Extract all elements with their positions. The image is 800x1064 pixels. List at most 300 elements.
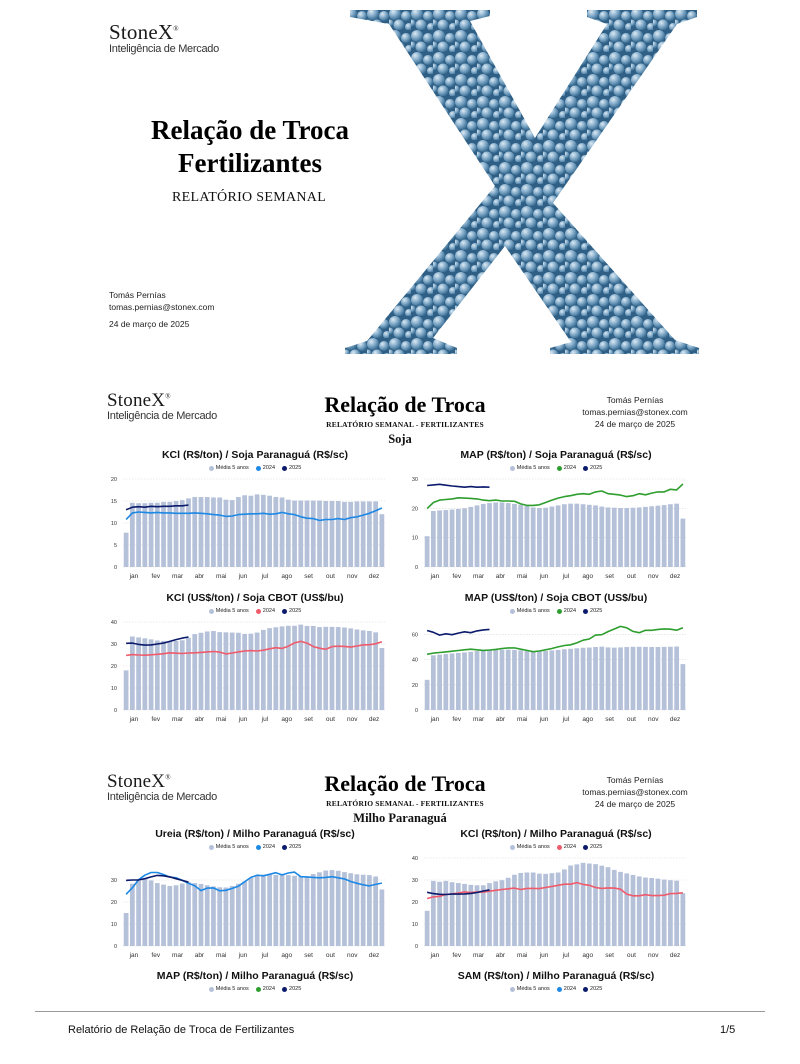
bar-avg-5yr (556, 650, 561, 710)
bar-avg-5yr (587, 648, 592, 710)
bar-avg-5yr (581, 648, 586, 710)
bar-avg-5yr (224, 632, 229, 710)
bar-avg-5yr (367, 501, 372, 567)
author-name: Tomás Pernías (606, 775, 664, 785)
series-line-2025 (126, 875, 188, 882)
y-tick-label: 40 (411, 856, 418, 862)
author-name: Tomás Pernías (109, 290, 166, 300)
x-tick-label: dez (368, 573, 380, 580)
bar-avg-5yr (305, 501, 310, 567)
bar-avg-5yr (186, 498, 191, 567)
bar-avg-5yr (305, 876, 310, 946)
bar-avg-5yr (574, 648, 579, 710)
x-tick-label: jan (129, 716, 139, 723)
bar-avg-5yr (637, 507, 642, 567)
bar-avg-5yr (280, 874, 285, 946)
bar-avg-5yr (174, 501, 179, 567)
bar-avg-5yr (280, 626, 285, 710)
cover-title-line1: Relação de Troca (151, 115, 349, 145)
x-tick-label: jun (238, 952, 248, 959)
x-tick-label: jun (539, 573, 549, 580)
bar-avg-5yr (161, 641, 166, 710)
chart-plot (105, 614, 395, 726)
bar-avg-5yr (292, 626, 297, 710)
bar-avg-5yr (537, 874, 542, 946)
bar-avg-5yr (468, 507, 473, 567)
x-tick-label: set (304, 573, 313, 580)
y-tick-label: 30 (411, 878, 418, 884)
bar-avg-5yr (355, 501, 360, 567)
brand-name: StoneX® (109, 20, 179, 44)
y-tick-label: 20 (110, 477, 117, 483)
y-tick-label: 20 (110, 664, 117, 670)
x-tick-label: jan (430, 573, 440, 580)
series-line-2025 (427, 629, 489, 635)
bar-avg-5yr (249, 634, 254, 710)
bar-avg-5yr (656, 647, 661, 710)
x-tick-label: jul (261, 573, 269, 580)
bar-avg-5yr (674, 647, 679, 710)
bar-avg-5yr (336, 871, 341, 946)
bar-avg-5yr (236, 633, 241, 710)
bar-avg-5yr (161, 502, 166, 567)
x-tick-label: jun (238, 716, 248, 723)
legend-item-2024: 2024 (557, 608, 576, 614)
bar-avg-5yr (662, 647, 667, 710)
bar-avg-5yr (180, 640, 185, 710)
bar-avg-5yr (180, 884, 185, 946)
bar-avg-5yr (311, 501, 316, 567)
x-tick-label: mai (216, 716, 227, 723)
brand-tagline: Inteligência de Mercado (107, 410, 217, 422)
bar-avg-5yr (562, 869, 567, 946)
bar-avg-5yr (161, 885, 166, 946)
cover-logo (109, 20, 219, 55)
bar-avg-5yr (475, 651, 480, 710)
bar-avg-5yr (462, 652, 467, 710)
bar-avg-5yr (199, 633, 204, 710)
bar-avg-5yr (662, 880, 667, 946)
bar-avg-5yr (606, 507, 611, 567)
bar-avg-5yr (587, 864, 592, 947)
bar-avg-5yr (618, 508, 623, 567)
bar-avg-5yr (330, 870, 335, 946)
bar-avg-5yr (136, 637, 141, 710)
x-tick-label: fev (452, 573, 462, 580)
bar-avg-5yr (130, 637, 135, 710)
x-tick-label: mar (472, 573, 485, 580)
x-tick-label: dez (368, 952, 380, 959)
report-date: 24 de março de 2025 (594, 419, 676, 429)
bar-avg-5yr (450, 653, 455, 710)
bar-avg-5yr (612, 648, 617, 710)
bar-avg-5yr (443, 881, 448, 946)
bar-avg-5yr (574, 504, 579, 567)
bar-avg-5yr (267, 496, 272, 567)
bar-avg-5yr (618, 647, 623, 710)
bar-avg-5yr (323, 627, 328, 710)
bar-avg-5yr (493, 502, 498, 567)
bar-avg-5yr (637, 876, 642, 946)
bar-avg-5yr (249, 496, 254, 567)
x-tick-label: jul (562, 716, 570, 723)
x-tick-label: out (626, 716, 636, 723)
bar-avg-5yr (330, 627, 335, 710)
bar-avg-5yr (348, 628, 353, 710)
bar-avg-5yr (568, 865, 573, 946)
bar-avg-5yr (211, 497, 216, 567)
x-tick-label: abr (194, 573, 205, 580)
bar-avg-5yr (475, 505, 480, 567)
x-tick-label: mar (171, 716, 184, 723)
x-tick-label: jul (562, 952, 570, 959)
bar-avg-5yr (355, 874, 360, 946)
page2-subtitle: RELATÓRIO SEMANAL - FERTILIZANTES (326, 799, 484, 808)
bar-avg-5yr (512, 504, 517, 567)
x-tick-label: set (605, 573, 614, 580)
y-tick-label: 20 (411, 506, 418, 513)
y-tick-label: 10 (110, 521, 117, 527)
bar-avg-5yr (298, 876, 303, 946)
x-tick-label: abr (495, 573, 506, 580)
x-tick-label: mar (472, 952, 485, 959)
legend-item-2025: 2025 (282, 465, 301, 471)
bar-avg-5yr (518, 650, 523, 710)
footer-title: Relatório de Relação de Troca de Fertilizantes (68, 1024, 295, 1036)
y-tick-label: 0 (113, 708, 117, 714)
x-tick-label: nov (347, 716, 358, 723)
bar-avg-5yr (456, 653, 461, 710)
bar-avg-5yr (500, 650, 505, 710)
bar-avg-5yr (261, 630, 266, 710)
legend-item-2025: 2025 (583, 608, 602, 614)
page1-logo (107, 390, 217, 422)
bar-avg-5yr (643, 507, 648, 567)
bar-avg-5yr (656, 506, 661, 567)
bar-avg-5yr (587, 505, 592, 567)
legend-item-avg: Média 5 anos (209, 608, 249, 614)
bar-avg-5yr (599, 647, 604, 710)
legend-item-2025: 2025 (282, 608, 301, 614)
bar-avg-5yr (380, 514, 385, 567)
bar-avg-5yr (481, 885, 486, 946)
bar-avg-5yr (525, 873, 530, 946)
bar-avg-5yr (612, 870, 617, 946)
x-tick-label: nov (648, 573, 659, 580)
chart-plot (406, 614, 696, 726)
cover-date: 24 de março de 2025 (109, 319, 190, 329)
bar-avg-5yr (581, 504, 586, 567)
x-tick-label: set (304, 716, 313, 723)
cover-author (109, 289, 214, 330)
legend-item-2024: 2024 (256, 844, 275, 850)
bar-avg-5yr (224, 887, 229, 946)
x-tick-label: fev (151, 952, 161, 959)
footer-divider (35, 1011, 765, 1012)
page2-author (580, 774, 690, 810)
bar-avg-5yr (230, 500, 235, 567)
bar-avg-5yr (562, 649, 567, 710)
bar-avg-5yr (373, 876, 378, 946)
bar-avg-5yr (593, 864, 598, 946)
x-tick-label: jul (562, 573, 570, 580)
chart-title: MAP (US$/ton) / Soja CBOT (US$/bu) (464, 592, 648, 604)
bar-avg-5yr (599, 507, 604, 567)
bar-avg-5yr (537, 508, 542, 567)
bar-avg-5yr (674, 504, 679, 567)
bar-avg-5yr (668, 880, 673, 946)
chart-plot (105, 850, 395, 962)
bar-avg-5yr (311, 626, 316, 710)
bar-avg-5yr (192, 497, 197, 567)
y-tick-label: 60 (411, 632, 418, 639)
bar-avg-5yr (261, 875, 266, 946)
bar-avg-5yr (348, 502, 353, 567)
y-tick-label: 0 (414, 708, 418, 714)
bar-avg-5yr (286, 875, 291, 946)
x-tick-label: abr (495, 716, 506, 723)
page2-logo (107, 771, 217, 803)
bar-avg-5yr (192, 634, 197, 710)
bar-avg-5yr (662, 505, 667, 567)
bar-avg-5yr (649, 506, 654, 567)
bar-avg-5yr (317, 872, 322, 946)
bar-avg-5yr (136, 881, 141, 946)
x-tick-label: nov (347, 573, 358, 580)
bar-avg-5yr (437, 510, 442, 567)
bar-avg-5yr (568, 504, 573, 567)
y-tick-label: 20 (411, 682, 418, 689)
bar-avg-5yr (174, 641, 179, 710)
bar-avg-5yr (298, 625, 303, 710)
bar-avg-5yr (305, 626, 310, 710)
bar-avg-5yr (450, 882, 455, 946)
bar-avg-5yr (180, 500, 185, 567)
x-tick-label: dez (669, 952, 681, 959)
bar-avg-5yr (323, 501, 328, 567)
bar-avg-5yr (142, 879, 147, 946)
x-tick-label: abr (495, 952, 506, 959)
x-tick-label: jun (238, 573, 248, 580)
legend-item-2024: 2024 (256, 608, 275, 614)
x-tick-label: ago (582, 716, 594, 723)
bar-avg-5yr (174, 885, 179, 946)
bar-avg-5yr (242, 882, 247, 946)
page2-section: Milho Paranaguá (353, 811, 447, 825)
bar-avg-5yr (149, 639, 154, 710)
page1-subtitle: RELATÓRIO SEMANAL - FERTILIZANTES (326, 420, 484, 429)
x-tick-label: fev (151, 573, 161, 580)
bar-avg-5yr (355, 629, 360, 710)
bar-avg-5yr (267, 875, 272, 946)
y-tick-label: 30 (110, 642, 117, 648)
bar-avg-5yr (624, 647, 629, 710)
bar-avg-5yr (255, 875, 260, 946)
bar-avg-5yr (286, 500, 291, 567)
chart-plot (406, 850, 696, 962)
bar-avg-5yr (199, 497, 204, 567)
bar-avg-5yr (267, 628, 272, 710)
bar-avg-5yr (450, 510, 455, 567)
chart-plot (406, 471, 696, 583)
author-name: Tomás Pernías (606, 395, 664, 405)
y-tick-label: 30 (110, 878, 117, 884)
brand-tagline: Inteligência de Mercado (109, 43, 219, 55)
bar-avg-5yr (242, 495, 247, 567)
bar-avg-5yr (487, 650, 492, 710)
bar-avg-5yr (525, 651, 530, 710)
bar-avg-5yr (668, 504, 673, 567)
bar-avg-5yr (468, 652, 473, 710)
bar-avg-5yr (230, 633, 235, 710)
chart-title: KCl (R$/ton) / Soja Paranaguá (R$/sc) (161, 449, 349, 461)
bar-avg-5yr (643, 647, 648, 710)
bar-avg-5yr (211, 886, 216, 946)
y-tick-label: 20 (411, 900, 418, 906)
bar-avg-5yr (581, 863, 586, 946)
x-tick-label: dez (669, 573, 681, 580)
legend-item-2025: 2025 (282, 986, 301, 992)
bar-avg-5yr (217, 632, 222, 710)
legend-item-2025: 2025 (583, 844, 602, 850)
bar-avg-5yr (167, 886, 172, 946)
author-email: tomas.pernias@stonex.com (109, 302, 215, 312)
bar-avg-5yr (437, 655, 442, 710)
x-tick-label: ago (582, 573, 594, 580)
x-tick-label: abr (194, 952, 205, 959)
bar-avg-5yr (380, 889, 385, 946)
chart-kcl-soja-cbot (105, 592, 405, 731)
chart-sam-milho (406, 970, 706, 992)
bar-avg-5yr (167, 641, 172, 710)
bar-avg-5yr (574, 864, 579, 946)
y-tick-label: 0 (414, 944, 418, 950)
x-tick-label: nov (347, 952, 358, 959)
y-tick-label: 0 (113, 565, 117, 571)
brand-tagline: Inteligência de Mercado (107, 791, 217, 803)
x-tick-label: ago (281, 716, 293, 723)
bar-avg-5yr (674, 881, 679, 946)
bar-avg-5yr (593, 647, 598, 710)
bar-avg-5yr (562, 504, 567, 567)
x-tick-label: jan (129, 573, 139, 580)
legend-item-2025: 2025 (583, 465, 602, 471)
y-tick-label: 40 (411, 657, 418, 664)
bar-avg-5yr (512, 875, 517, 946)
legend-item-2024: 2024 (256, 986, 275, 992)
cover-title-line2: Fertilizantes (178, 148, 322, 178)
y-tick-label: 0 (414, 565, 418, 571)
bar-avg-5yr (550, 873, 555, 946)
chart-legend (105, 986, 405, 992)
chart-map-soja-paranagua (406, 449, 706, 588)
legend-item-avg: Média 5 anos (209, 986, 249, 992)
bar-avg-5yr (142, 638, 147, 710)
y-tick-label: 30 (411, 477, 418, 483)
bar-avg-5yr (249, 878, 254, 946)
report-date: 24 de março de 2025 (594, 799, 676, 809)
bar-avg-5yr (518, 505, 523, 567)
chart-title: MAP (R$/ton) / Milho Paranaguá (R$/sc) (156, 970, 354, 982)
bar-avg-5yr (336, 627, 341, 710)
x-tick-label: out (325, 952, 335, 959)
bar-avg-5yr (205, 631, 210, 710)
x-tick-label: mai (517, 573, 528, 580)
bar-avg-5yr (487, 883, 492, 946)
bar-avg-5yr (637, 647, 642, 710)
bar-avg-5yr (531, 507, 536, 567)
bar-avg-5yr (649, 647, 654, 710)
bar-avg-5yr (280, 497, 285, 567)
chart-map-milho (105, 970, 405, 992)
bar-avg-5yr (681, 664, 686, 710)
legend-item-avg: Média 5 anos (510, 608, 550, 614)
bar-avg-5yr (599, 866, 604, 946)
bar-avg-5yr (481, 651, 486, 710)
chart-map-soja-cbot (406, 592, 706, 731)
bar-avg-5yr (317, 627, 322, 710)
bar-avg-5yr (456, 509, 461, 567)
bar-avg-5yr (631, 647, 636, 710)
bar-avg-5yr (236, 497, 241, 567)
bar-avg-5yr (512, 650, 517, 710)
bar-avg-5yr (543, 508, 548, 567)
bar-avg-5yr (217, 887, 222, 946)
bar-avg-5yr (367, 631, 372, 710)
legend-item-2025: 2025 (583, 986, 602, 992)
legend-item-avg: Média 5 anos (209, 844, 249, 850)
cover-subtitle: RELATÓRIO SEMANAL (172, 190, 327, 205)
bar-avg-5yr (431, 511, 436, 567)
x-tick-label: fev (452, 952, 462, 959)
bar-avg-5yr (292, 501, 297, 567)
bar-avg-5yr (124, 670, 129, 710)
chart-title: MAP (R$/ton) / Soja Paranaguá (R$/sc) (460, 449, 652, 461)
bar-avg-5yr (462, 508, 467, 567)
x-tick-label: mar (171, 573, 184, 580)
x-tick-label: set (605, 716, 614, 723)
chart-title: Ureia (R$/ton) / Milho Paranaguá (R$/sc) (155, 828, 355, 840)
bar-avg-5yr (273, 875, 278, 946)
x-tick-label: mar (472, 716, 485, 723)
bar-avg-5yr (155, 640, 160, 710)
legend-item-2024: 2024 (557, 465, 576, 471)
bar-avg-5yr (624, 508, 629, 567)
bar-avg-5yr (255, 633, 260, 710)
bar-avg-5yr (217, 497, 222, 567)
x-tick-label: abr (194, 716, 205, 723)
author-email: tomas.pernias@stonex.com (582, 787, 688, 797)
bar-avg-5yr (431, 881, 436, 946)
y-tick-label: 15 (110, 499, 117, 505)
bar-avg-5yr (149, 880, 154, 946)
bar-avg-5yr (681, 519, 686, 567)
bar-avg-5yr (475, 885, 480, 946)
x-tick-label: dez (669, 716, 681, 723)
legend-item-2024: 2024 (256, 465, 275, 471)
legend-item-avg: Média 5 anos (510, 986, 550, 992)
legend-item-avg: Média 5 anos (209, 465, 249, 471)
x-tick-label: jan (430, 716, 440, 723)
x-tick-label: jan (430, 952, 440, 959)
bar-avg-5yr (380, 648, 385, 710)
brand-name: StoneX® (107, 771, 171, 792)
chart-title: KCl (US$/ton) / Soja CBOT (US$/bu) (166, 592, 344, 604)
bar-avg-5yr (186, 638, 191, 710)
bar-avg-5yr (323, 871, 328, 946)
x-tick-label: set (605, 952, 614, 959)
bar-avg-5yr (550, 650, 555, 710)
